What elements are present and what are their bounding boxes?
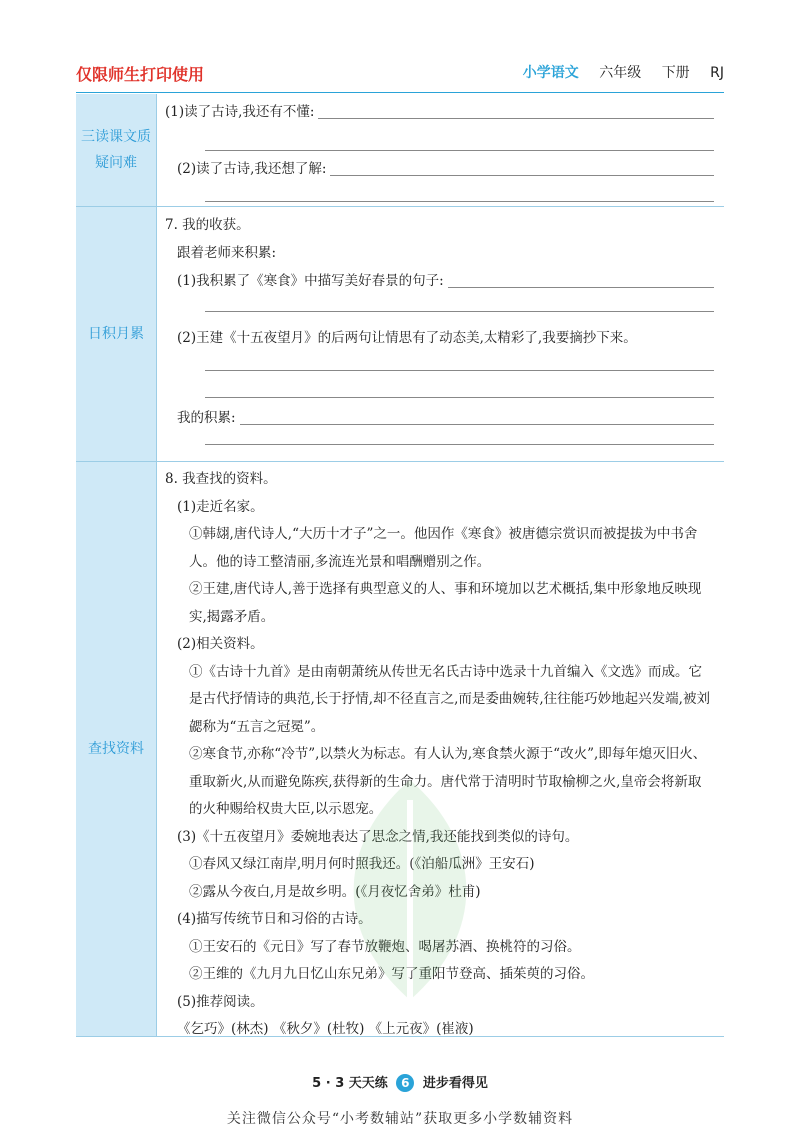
p3-a: ①春风又绿江南岸,明月何时照我还。(《泊船瓜洲》王安石) — [189, 856, 535, 872]
q6-2: (2)读了古诗,我还想了解: — [177, 161, 327, 177]
bottom-note: 关注微信公众号“小考数辅站”获取更多小学数辅资料 — [226, 1111, 574, 1127]
my-accumulation: 我的积累: — [177, 410, 236, 426]
p4-b: ②王维的《九月九日忆山东兄弟》写了重阳节登高、插茱萸的习俗。 — [189, 966, 594, 982]
p4-a: ①王安石的《元日》写了春节放鞭炮、喝屠苏酒、换桃符的习俗。 — [189, 938, 581, 955]
section-label-research: 查找资料 — [76, 462, 157, 1036]
book-info — [523, 62, 724, 82]
p2-b: ②寒食节,亦称“冷节”,以禁火为标志。有人认为,寒食禁火源于“改火”,即每年熄灭旧火、重取新火,从而避免陈疾,获得新的生命力。唐代常于清明时节取榆柳之火,皇帝会将新取的火种赐给权贵大臣,以示恩宠。 — [189, 746, 707, 817]
edition: RJ — [710, 65, 724, 81]
page-header — [76, 62, 724, 86]
p1-a: ①韩翃,唐代诗人,“大历十才子”之一。他因作《寒食》被唐德宗赏识而被提拔为中书舍人。他的诗工整清丽,多流连光景和唱酬赠别之作。 — [189, 526, 698, 570]
p1: (1)走近名家。 — [177, 498, 264, 515]
footer-brand: 5 · 3 天天练 — [312, 1076, 388, 1091]
volume: 下册 — [661, 65, 690, 81]
p3: (3)《十五夜望月》委婉地表达了思念之情,我还能找到类似的诗句。 — [177, 828, 579, 845]
subject: 小学语文 — [522, 65, 579, 81]
p5: (5)推荐阅读。 — [177, 993, 264, 1010]
answer-line[interactable] — [330, 155, 714, 176]
answer-line[interactable] — [205, 126, 714, 151]
section-content-question — [157, 94, 724, 206]
q7-2: (2)王建《十五夜望月》的后两句让情思有了动态美,太精彩了,我要摘抄下来。 — [177, 330, 637, 346]
section-content-research — [157, 462, 724, 1036]
answer-line[interactable] — [318, 98, 714, 119]
q7-title: 7. 我的收获。 — [165, 217, 250, 233]
answer-line[interactable] — [448, 267, 714, 288]
answer-line[interactable] — [205, 371, 714, 398]
answer-line[interactable] — [205, 352, 714, 371]
p4: (4)描写传统节日和习俗的古诗。 — [177, 911, 372, 927]
print-notice: 仅限师生打印使用 — [76, 65, 205, 84]
answer-line[interactable] — [205, 295, 714, 312]
section-label-question: 三读课文质疑问难 — [76, 94, 157, 206]
section-accumulate — [76, 207, 724, 462]
answer-line[interactable] — [240, 404, 714, 425]
p1-b: ②王建,唐代诗人,善于选择有典型意义的人、事和环境加以艺术概括,集中形象地反映现实,揭露矛盾。 — [189, 581, 702, 625]
p5-a: 《乞巧》(林杰) 《秋夕》(杜牧) 《上元夜》(崔液) — [177, 1021, 474, 1037]
grade: 六年级 — [599, 65, 642, 81]
p2: (2)相关资料。 — [177, 636, 264, 652]
footer-slogan: 进步看得见 — [422, 1076, 488, 1091]
section-question — [76, 94, 724, 207]
q8-title: 8. 我查找的资料。 — [165, 471, 277, 487]
worksheet-table — [76, 94, 724, 1037]
answer-line[interactable] — [205, 183, 714, 202]
page-number: 6 — [396, 1074, 414, 1092]
q7-1: (1)我积累了《寒食》中描写美好春景的句子: — [177, 273, 444, 289]
section-content-accumulate — [157, 207, 724, 461]
p3-b: ②露从今夜白,月是故乡明。(《月夜忆舍弟》杜甫) — [189, 883, 481, 900]
follow-teacher: 跟着老师来积累: — [177, 245, 277, 261]
p2-a: ①《古诗十九首》是由南朝萧统从传世无名氏古诗中选录十九首编入《文选》而成。它是古代抒情诗的典范,长于抒情,却不径直言之,而是委曲婉转,往往能巧妙地起兴发端,被刘勰称为“五言之冠冕”。 — [189, 663, 710, 735]
answer-line[interactable] — [205, 432, 714, 445]
section-label-accumulate: 日积月累 — [76, 207, 157, 461]
q6-1: (1)读了古诗,我还有不懂: — [165, 104, 315, 120]
header-rule — [76, 92, 724, 93]
section-research — [76, 462, 724, 1037]
page-footer — [0, 1072, 800, 1092]
